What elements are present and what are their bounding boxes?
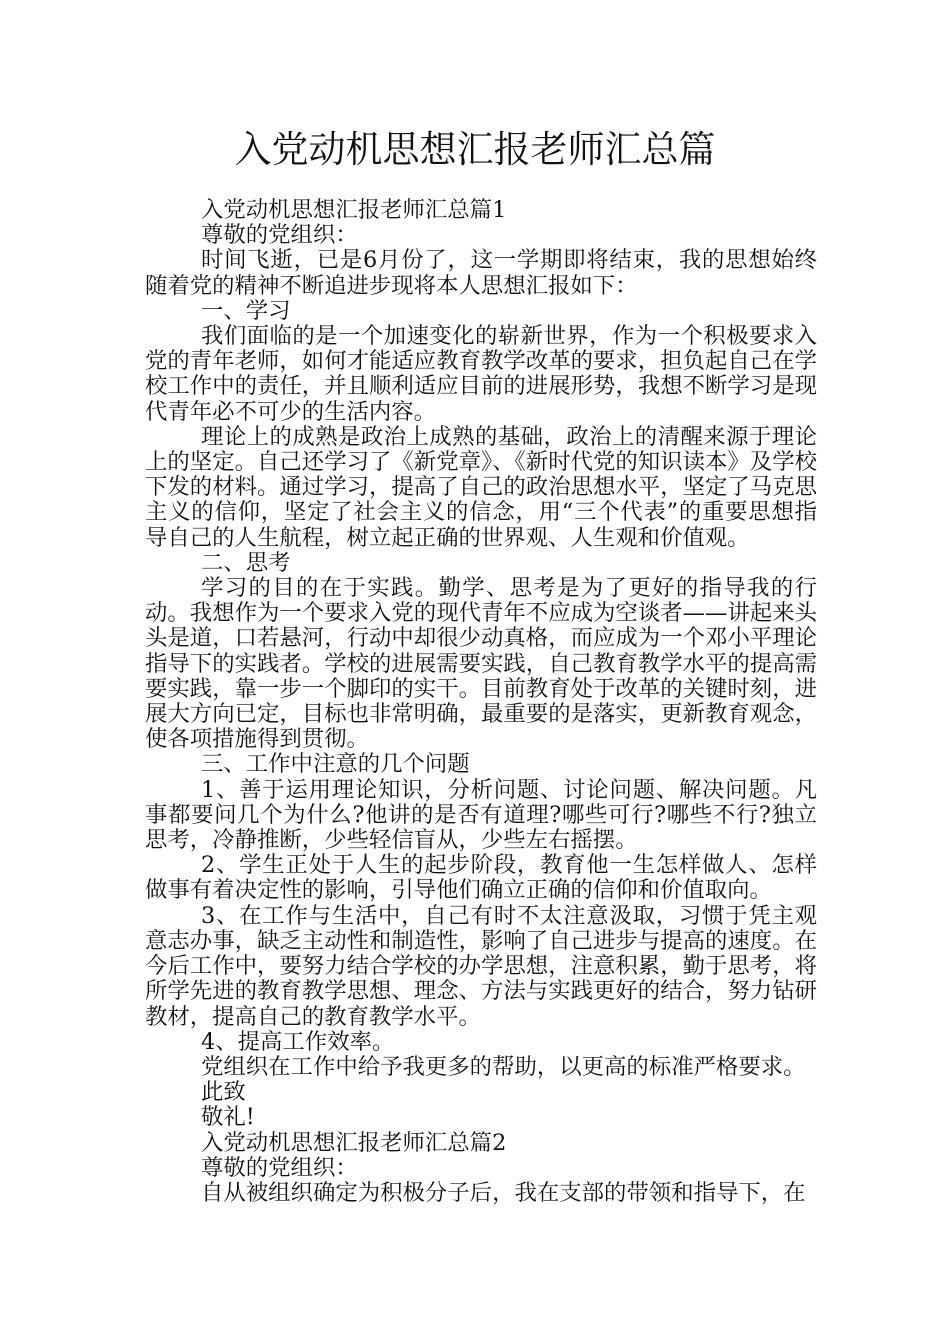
section-heading-1: 入党动机思想汇报老师汇总篇1 <box>201 197 507 223</box>
subheading-study: 一、学习 <box>201 297 291 324</box>
subheading-issues: 三、工作中注意的几个问题 <box>201 751 470 778</box>
paragraph: 自从被组织确定为积极分子后，我在支部的带领和指导下，在 <box>201 1179 806 1206</box>
list-item: 3、在工作与生活中，自己有时不太注意汲取，习惯于凭主观意志办事，缺乏主动性和制造性，影响了自己进步与提高的速度。在今后工作中，要努力结合学校的办学思想，注意积累，勤于思考，将所学先进的教育教学思想、理念、方法与实践更好的结合，努力钻研教材，提高自己的教育教学水平。 <box>145 902 817 1030</box>
closing-regards: 敬礼! <box>201 1104 255 1131</box>
closing: 此致 <box>201 1079 246 1106</box>
paragraph: 我们面临的是一个加速变化的崭新世界，作为一个积极要求入党的青年老师，如何才能适应教育教学改革的要求，担负起自己在学校工作中的责任，并且顺利适应目前的进展形势，我想不断学习是现代青年必不可少的生活内容。 <box>145 323 817 425</box>
document-body <box>145 198 817 1206</box>
subheading-thinking: 二、思考 <box>201 549 291 576</box>
paragraph: 党组织在工作中给予我更多的帮助，以更高的标准严格要求。 <box>201 1053 806 1080</box>
list-item: 2、学生正处于人生的起步阶段，教育他一生怎样做人、怎样做事有着决定性的影响，引导他们确立正确的信仰和价值取向。 <box>145 852 817 904</box>
paragraph: 学习的目的在于实践。勤学、思考是为了更好的指导我的行动。我想作为一个要求入党的现代青年不应成为空谈者——讲起来头头是道，口若悬河，行动中却很少动真格，而应成为一个邓小平理论指导下的实践者。学校的进展需要实践，自己教育教学水平的提高需要实践，靠一步一个脚印的实干。目前教育处于改革的关键时刻，进展大方向已定，目标也非常明确，最重要的是落实，更新教育观念，使各项措施得到贯彻。 <box>145 575 817 753</box>
paragraph: 时间飞逝，已是6月份了，这一学期即将结束，我的思想始终随着党的精神不断追进步现将本人思想汇报如下： <box>145 247 817 299</box>
paragraph: 理论上的成熟是政治上成熟的基础，政治上的清醒来源于理论上的坚定。自己还学习了《新党章》、《新时代党的知识读本》及学校下发的材料。通过学习，提高了自己的政治思想水平，坚定了马克思主义的信仰，坚定了社会主义的信念，用“三个代表”的重要思想指导自己的人生航程，树立起正确的世界观、人生观和价值观。 <box>145 423 817 551</box>
document-title: 入党动机思想汇报老师汇总篇 <box>234 128 716 171</box>
list-item: 4、提高工作效率。 <box>201 1028 395 1055</box>
salutation: 尊敬的党组织： <box>201 1154 358 1181</box>
list-item: 1、善于运用理论知识，分析问题、讨论问题、解决问题。凡事都要问几个为什么?他讲的是否有道理?哪些可行?哪些不行?独立思考，冷静推断，少些轻信盲从，少些左右摇摆。 <box>145 776 817 854</box>
section-heading-2: 入党动机思想汇报老师汇总篇2 <box>201 1129 507 1156</box>
salutation: 尊敬的党组织： <box>201 222 358 249</box>
